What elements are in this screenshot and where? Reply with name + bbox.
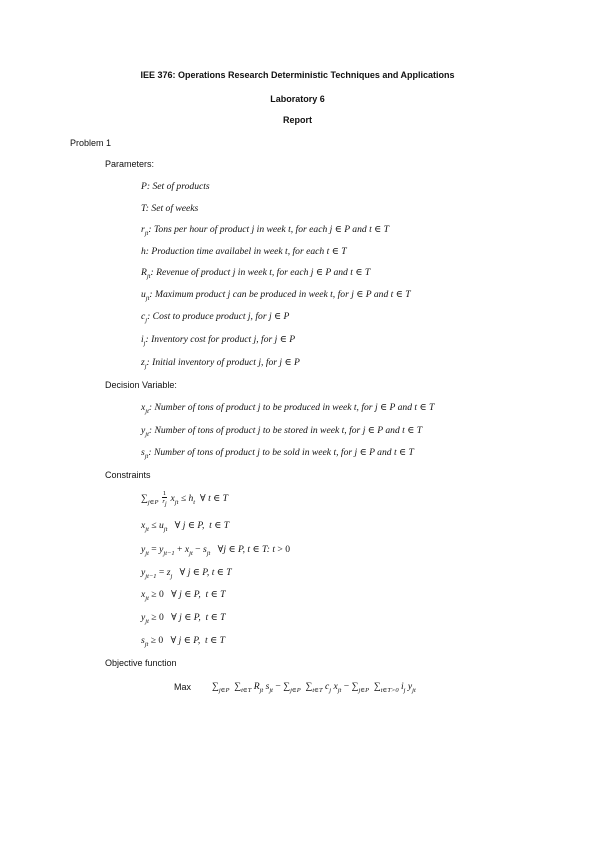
- parameter-item: $u_{jt}$: Maximum product j can be produced in week t, for j ∈ P and t ∈ T: [141, 289, 411, 302]
- parameter-item: $i_j$: Inventory cost for product j, for j ∈ P: [141, 334, 296, 347]
- decision-variable-item: $y_{jt}$: Number of tons of product j to be stored in week t, for j ∈ P and t ∈ T: [141, 425, 423, 438]
- constraints-heading: Constraints: [105, 470, 151, 480]
- objective-heading: Objective function: [105, 658, 177, 668]
- constraint-item: $\sum_{j\in P}$ $\frac{1}{r_j}$ $x_{jt} \le h_t$ ∀ t ∈ T: [141, 490, 228, 508]
- parameter-item: $r_{jt}$: Tons per hour of product j in week t, for each j ∈ P and t ∈ T: [141, 224, 390, 237]
- decision-variable-item: $s_{jt}$: Number of tons of product j to be sold in week t, for j ∈ P and t ∈ T: [141, 447, 414, 460]
- constraint-item: $x_{jt} \ge 0$ ∀ j ∈ P, t ∈ T: [141, 589, 226, 602]
- parameter-item: $R_{jt}$: Revenue of product j in week t, for each j ∈ P and t ∈ T: [141, 267, 371, 280]
- parameter-item: T: Set of weeks: [141, 203, 199, 214]
- objective-direction: Max: [174, 682, 192, 692]
- parameter-item: $c_j$: Cost to produce product j, for j ∈ P: [141, 311, 290, 324]
- parameter-item: h: Production time availabel in week t, for each t ∈ T: [141, 246, 347, 257]
- constraint-item: $y_{jt} = y_{jt-1} + x_{jt} - s_{jt}$ ∀j ∈ P, t ∈ T: t > 0: [141, 544, 291, 557]
- document-subtitle: Laboratory 6: [270, 94, 325, 104]
- parameter-item: $z_j$: Initial inventory of product j, for j ∈ P: [141, 357, 300, 370]
- decision-variable-item: $x_{jt}$: Number of tons of product j to be produced in week t, for j ∈ P and t ∈ T: [141, 402, 435, 415]
- constraint-item: $y_{jt} \ge 0$ ∀ j ∈ P, t ∈ T: [141, 612, 226, 625]
- parameter-item: P: Set of products: [141, 181, 210, 192]
- problem-label: Problem 1: [70, 138, 112, 148]
- parameters-heading: Parameters:: [105, 159, 155, 169]
- constraint-item: $x_{jt} \le u_{jt}$ ∀ j ∈ P, t ∈ T: [141, 520, 230, 533]
- objective-expression: $\sum_{j\in P}$ $\sum_{t\in T}$ $R_{jt}$ $s_{jt} - \sum_{j\in P}$ $\sum_{t\in T}$ $c_j$ $x_{jt} - \sum_{j\in P}$ $\sum_{t\in T>0}$ $i_j$ $y_{jt}$: [212, 681, 416, 694]
- constraint-item: $s_{jt} \ge 0$ ∀ j ∈ P, t ∈ T: [141, 635, 225, 648]
- document-title: IEE 376: Operations Research Deterministic Techniques and Applications: [140, 70, 455, 80]
- decision-variables-heading: Decision Variable:: [105, 380, 177, 390]
- document-type: Report: [283, 115, 312, 125]
- constraint-item: $y_{jt-1} = z_j$ ∀ j ∈ P, t ∈ T: [141, 567, 232, 580]
